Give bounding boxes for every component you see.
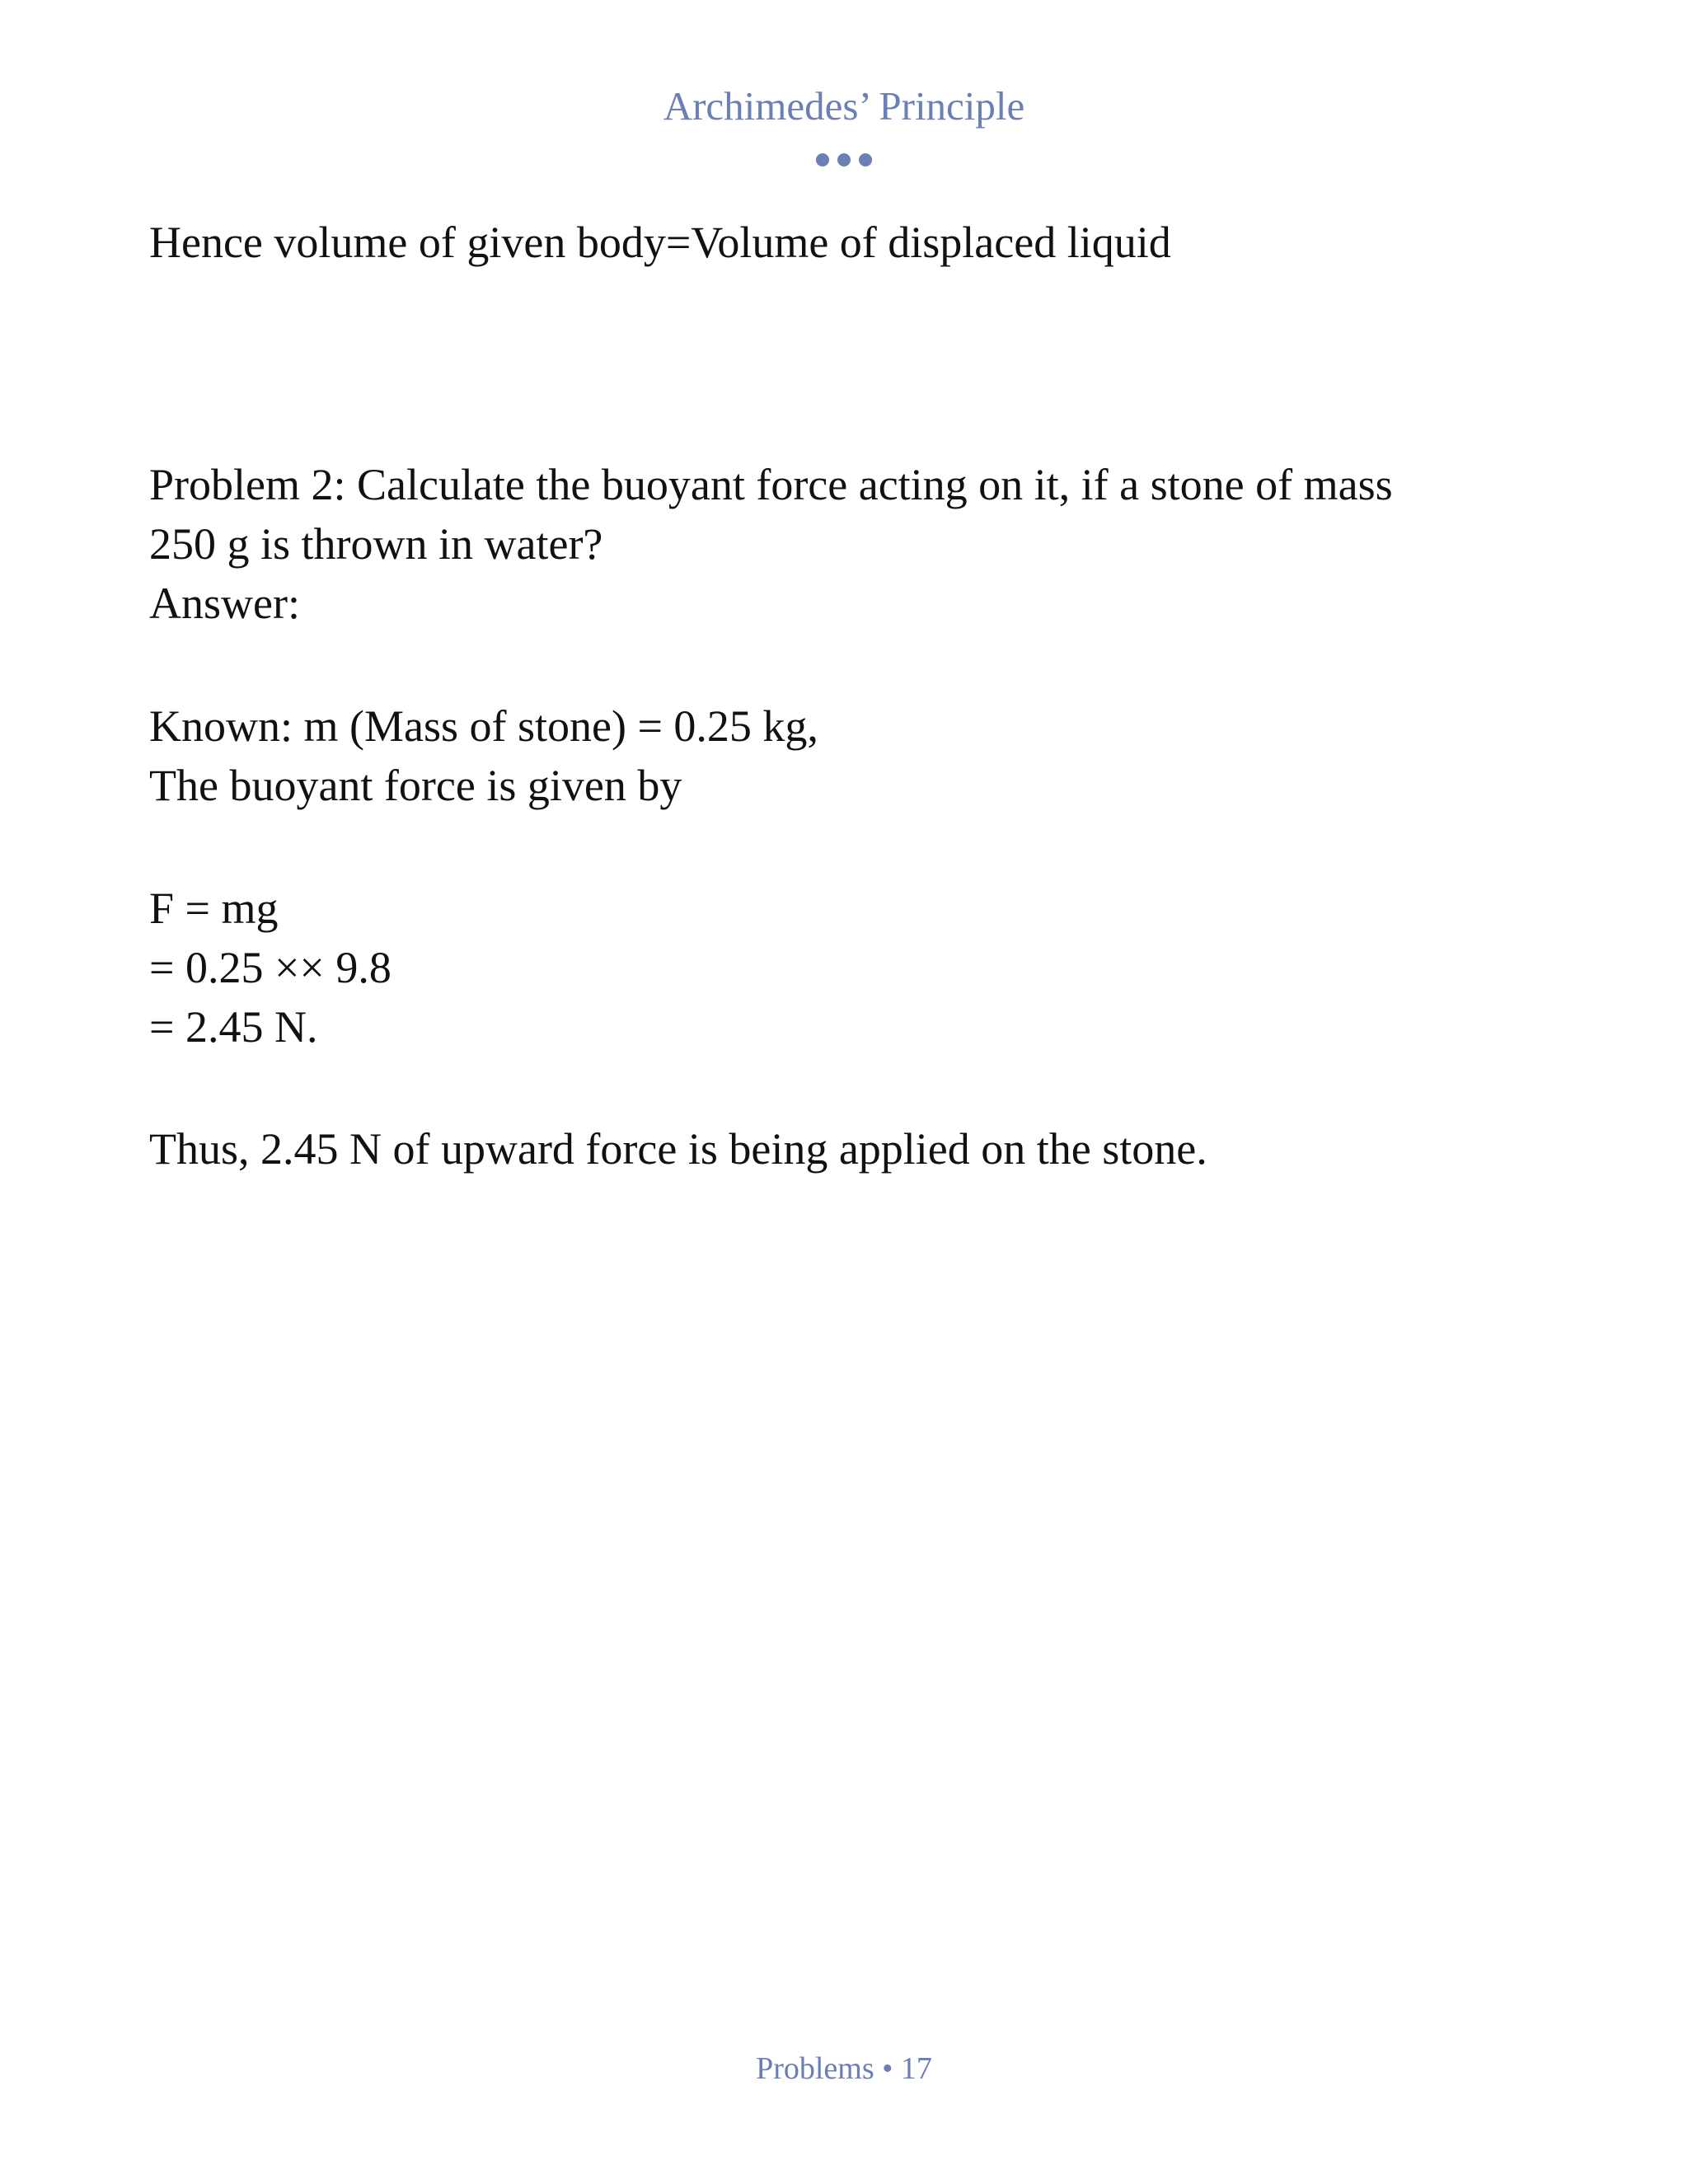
conclusion-text: Thus, 2.45 N of upward force is being applied on the stone. [149,1124,1207,1174]
problem-text-line-2: 250 g is thrown in water? [149,519,603,569]
equation-line-1: F = mg [149,883,279,933]
ornament-dot [859,153,872,166]
ornament-dot [837,153,851,166]
known-values: Known: m (Mass of stone) = 0.25 kg, [149,701,818,751]
statement-volume: Hence volume of given body=Volume of displaced liquid [149,218,1171,267]
equation-line-3: = 2.45 N. [149,1002,318,1052]
ornament-dot [816,153,829,166]
buoyant-force-intro: The buoyant force is given by [149,761,682,810]
header-ornament [0,153,1688,166]
problem-text-line-1: Problem 2: Calculate the buoyant force acting on it, if a stone of mass [149,460,1393,509]
page-footer: Problems • 17 [756,2051,932,2086]
answer-label: Answer: [149,579,300,628]
equation-line-2: = 0.25 ×× 9.8 [149,943,392,992]
running-header-title: Archimedes’ Principle [663,83,1025,129]
